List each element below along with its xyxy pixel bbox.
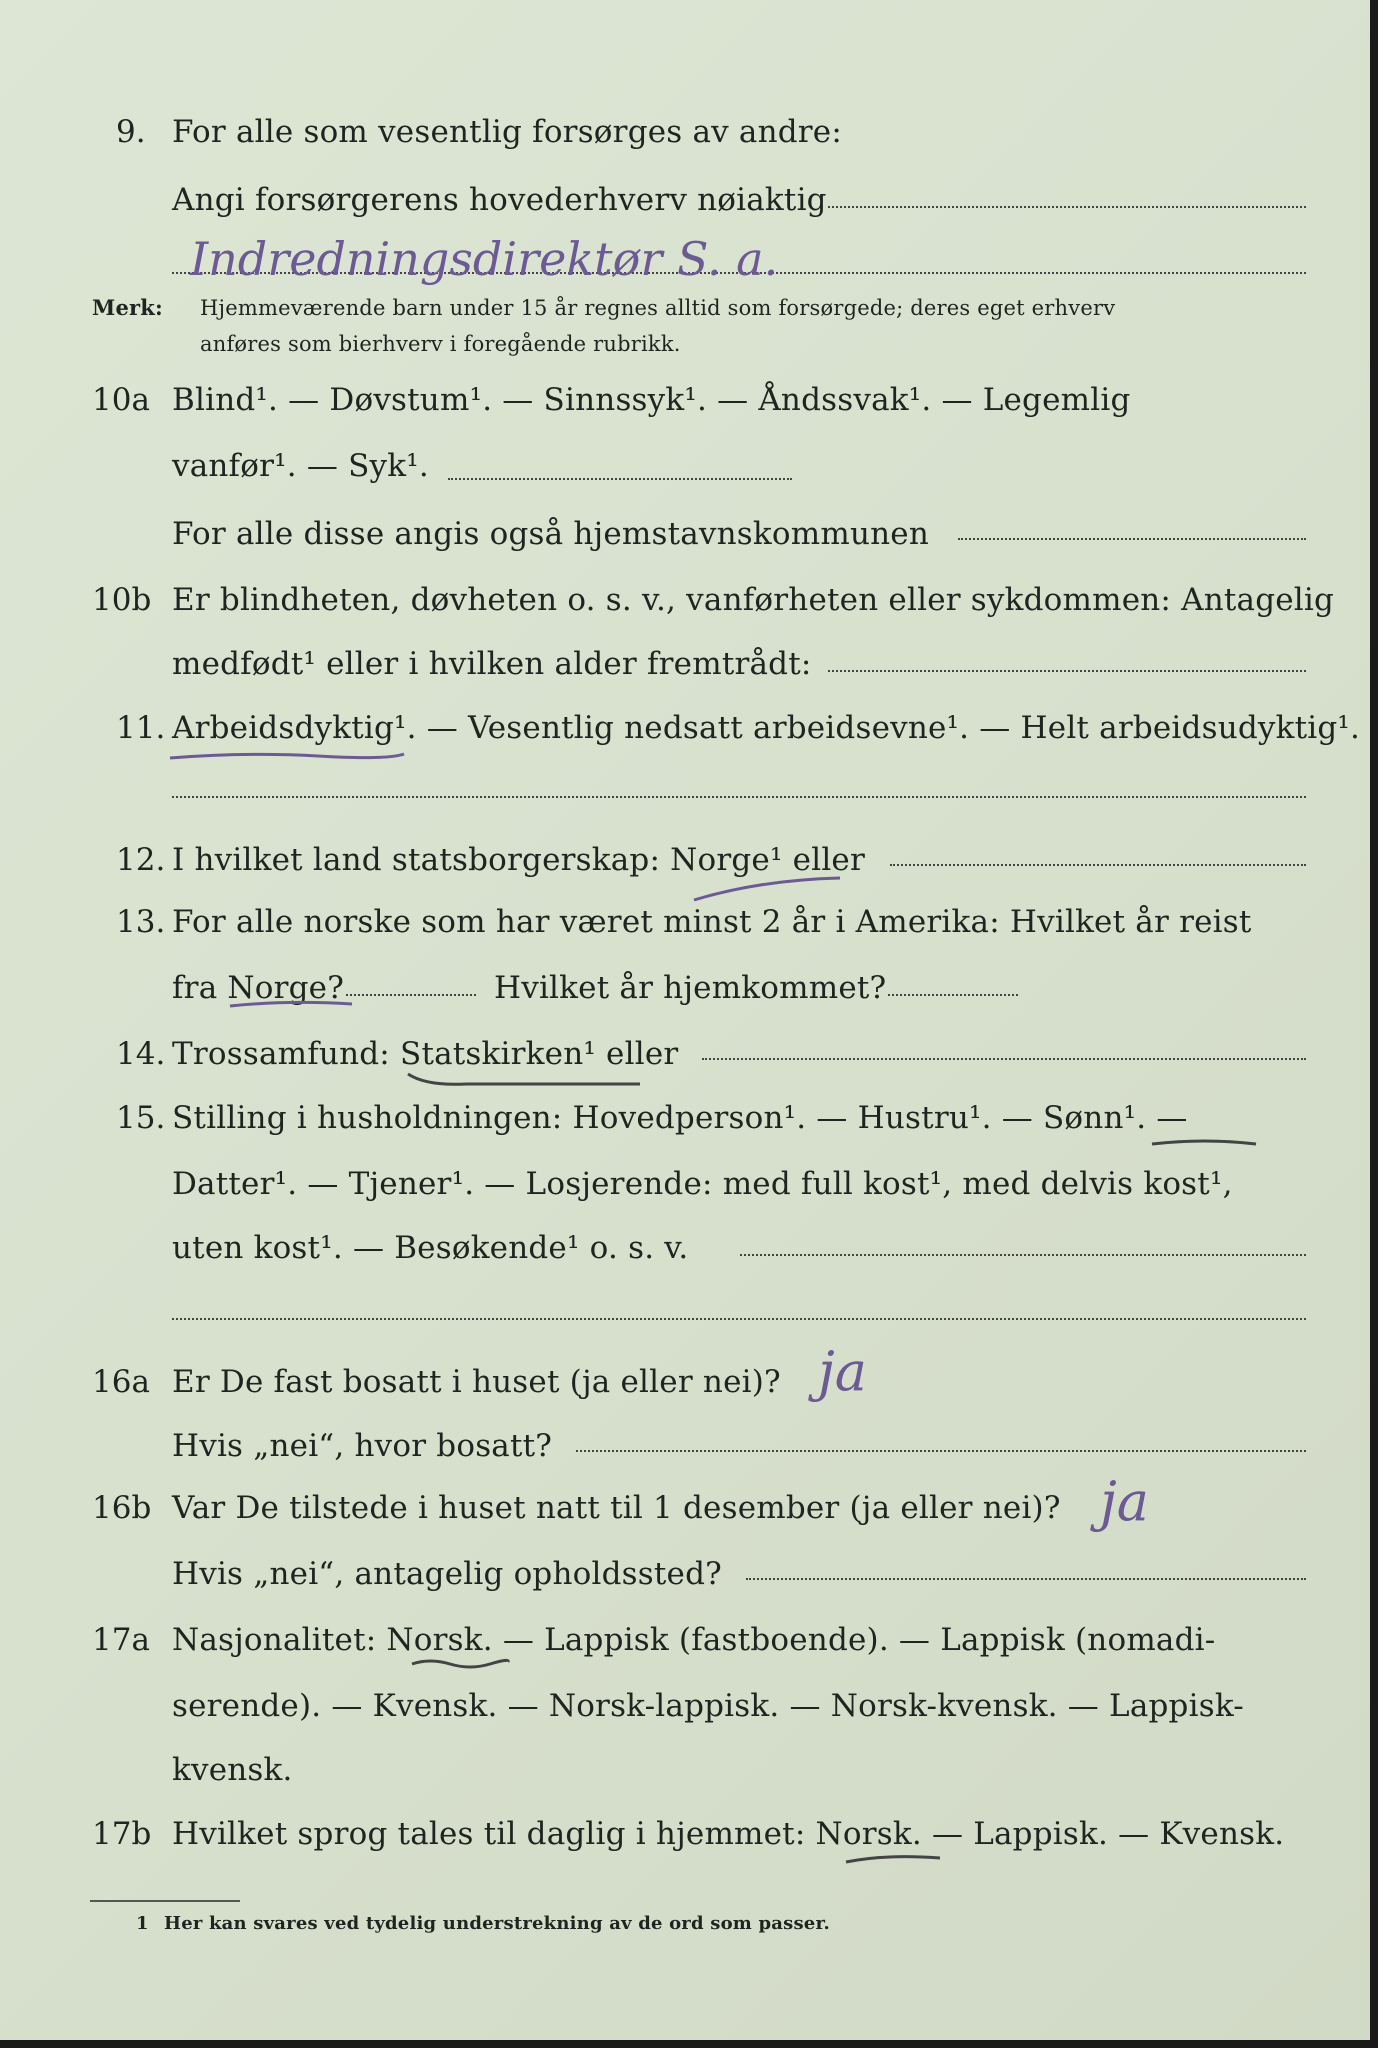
q16a-handwritten-answer: ja [818, 1340, 867, 1403]
q17a-underline-mark [410, 1656, 510, 1672]
q11-line1: Arbeidsdyktig¹. — Vesentlig nedsatt arbeidsevne¹. — Helt arbeidsudyktig¹. [172, 710, 1361, 746]
q16a-dotted-line [576, 1450, 1306, 1452]
q10a-dotted-line [448, 478, 792, 480]
q9-handwritten-answer: Indredningsdirektør S. a. [190, 232, 779, 286]
q16a-number: 16a [92, 1364, 150, 1400]
footnote-text: Her kan svares ved tydelig understrekning av de ord som passer. [164, 1913, 830, 1934]
q10b-line2: medfødt¹ eller i hvilken alder fremtrådt: [172, 646, 812, 682]
q15-line2: Datter¹. — Tjener¹. — Losjerende: med full kost¹, med delvis kost¹, [172, 1166, 1233, 1202]
q15-dotted-line-2 [172, 1318, 1306, 1320]
q17a-line1: Nasjonalitet: Norsk. — Lappisk (fastboende). — Lappisk (nomadi- [172, 1622, 1216, 1658]
q11-number: 11. [116, 710, 166, 746]
q10b-line1: Er blindheten, døvheten o. s. v., vanførheten eller sykdommen: Antagelig [172, 582, 1335, 618]
q15-dotted-line [740, 1254, 1306, 1256]
merk-line2: anføres som bierhverv i foregående rubrikk. [200, 332, 681, 356]
q17b-number: 17b [92, 1816, 152, 1852]
q13-underline-mark [228, 996, 358, 1016]
q9-line1: For alle som vesentlig forsørges av andre: [172, 114, 842, 150]
q13-line1: For alle norske som har været minst 2 år i Amerika: Hvilket år reist [172, 904, 1252, 940]
q17b-line1: Hvilket sprog tales til daglig i hjemmet: Norsk. — Lappisk. — Kvensk. [172, 1816, 1285, 1852]
merk-label: Merk: [92, 295, 163, 320]
q12-number: 12. [116, 842, 166, 878]
footnote-rule [90, 1900, 240, 1902]
q16a-line1: Er De fast bosatt i huset (ja eller nei)? [172, 1364, 781, 1400]
q10a-line3: For alle disse angis også hjemstavnskommunen [172, 516, 929, 552]
q13-dotted-line-b [888, 994, 1018, 996]
q16b-handwritten-answer: ja [1100, 1470, 1149, 1533]
q16b-line2: Hvis „nei“, antagelig opholdssted? [172, 1556, 722, 1592]
q17a-number: 17a [92, 1622, 150, 1658]
q14-dotted-line [702, 1058, 1306, 1060]
q17b-underline-mark [844, 1852, 944, 1868]
q15-line3: uten kost¹. — Besøkende¹ o. s. v. [172, 1230, 689, 1266]
q16b-number: 16b [92, 1490, 152, 1526]
q14-line1: Trossamfund: Statskirken¹ eller [172, 1036, 679, 1072]
q10b-number: 10b [92, 582, 152, 618]
q17a-line3: kvensk. [172, 1752, 293, 1788]
q12-dotted-line [890, 864, 1306, 866]
q10b-dotted-line [828, 670, 1306, 672]
q14-underline-mark [406, 1070, 646, 1092]
footnote-mark: 1 [136, 1913, 149, 1934]
q15-underline-mark [1150, 1136, 1260, 1152]
q10a-number: 10a [92, 382, 150, 418]
q14-number: 14. [116, 1036, 166, 1072]
q15-line1: Stilling i husholdningen: Hovedperson¹. — Hustru¹. — Sønn¹. — [172, 1100, 1188, 1136]
q11-underline-mark [168, 748, 408, 764]
merk-line1: Hjemmeværende barn under 15 år regnes alltid som forsørgede; deres eget erhverv [200, 296, 1116, 320]
q9-dotted-line [828, 206, 1306, 208]
q13-dotted-line-a [346, 994, 476, 996]
q16b-line1: Var De tilstede i huset natt til 1 desember (ja eller nei)? [172, 1490, 1061, 1526]
q10a-line1: Blind¹. — Døvstum¹. — Sinnssyk¹. — Åndssvak¹. — Legemlig [172, 382, 1131, 418]
q13-line2b: Hvilket år hjemkommet? [494, 970, 887, 1006]
q16a-line2: Hvis „nei“, hvor bosatt? [172, 1428, 553, 1464]
q16b-dotted-line [746, 1578, 1306, 1580]
q11-dotted-line [172, 796, 1306, 798]
q17a-line2: serende). — Kvensk. — Norsk-lappisk. — Norsk-kvensk. — Lappisk- [172, 1688, 1244, 1724]
q13-line2: fra Norge? [172, 970, 345, 1006]
q10a-line2: vanfør¹. — Syk¹. [172, 448, 429, 484]
q9-line2: Angi forsørgerens hovederhverv nøiaktig [172, 182, 827, 218]
q12-line1: I hvilket land statsborgerskap: Norge¹ eller [172, 842, 865, 878]
q9-number: 9. [116, 114, 146, 150]
q10a-dotted-line-2 [958, 538, 1306, 540]
q13-number: 13. [116, 904, 166, 940]
q15-number: 15. [116, 1100, 166, 1136]
